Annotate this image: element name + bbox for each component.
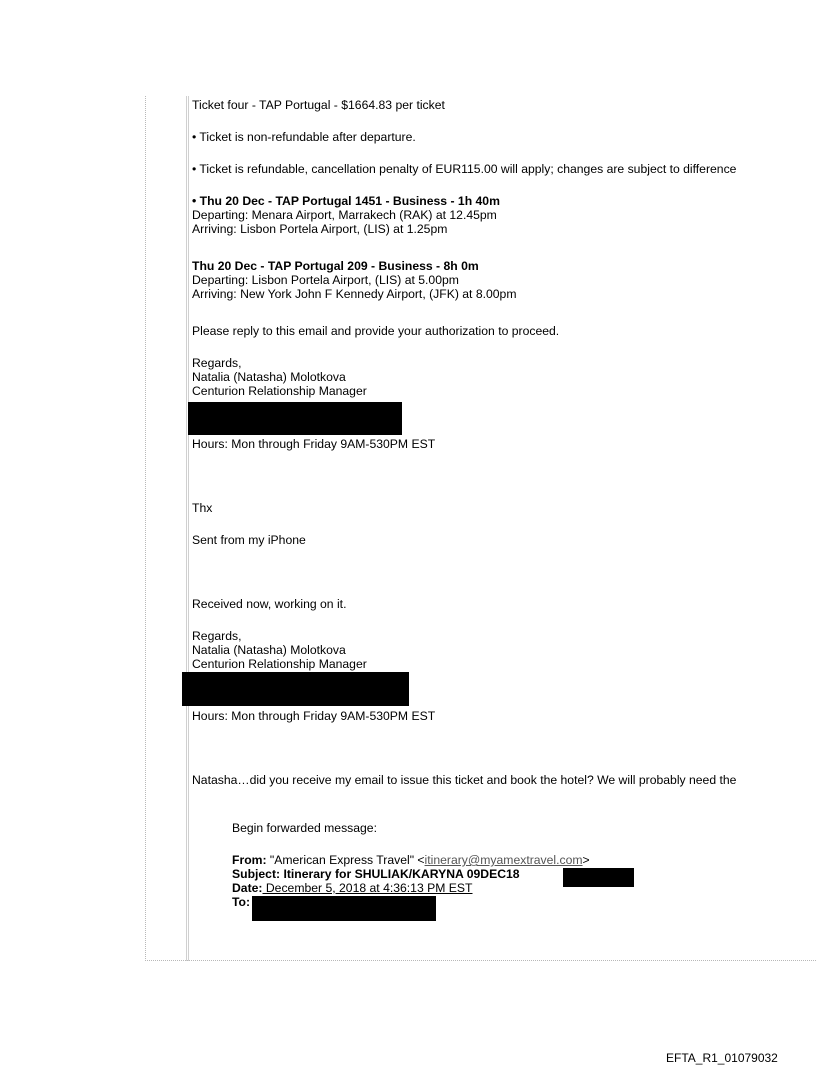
signature-regards: Regards, [192,356,242,370]
from-email-link[interactable]: itinerary@myamextravel.com [424,853,583,867]
redaction-box [252,896,436,921]
date-label: Date: [232,881,263,895]
signature-hours-1: Hours: Mon through Friday 9AM-530PM EST [192,437,436,451]
frame-bottom-border [145,960,816,961]
natasha-message: Natasha…did you receive my email to issue this ticket and book the hotel? We will probably need the [192,773,737,787]
reply-thx: Thx [192,501,213,515]
date-value: December 5, 2018 at 4:36:13 PM EST [262,881,473,895]
from-label: From: [232,853,267,867]
forwarded-intro: Begin forwarded message: [232,821,377,835]
quote-bar-outer [186,96,187,961]
frame-left-border [145,96,146,961]
flight-segment-2 [192,259,516,301]
flight-segment-1 [192,194,500,236]
from-close: > [582,853,590,867]
flight-departing: Departing: Lisbon Portela Airport, (LIS) at 5.00pm [192,273,459,287]
received-message: Received now, working on it. [192,597,347,611]
flight-arriving: Arriving: New York John F Kennedy Airport, (JFK) at 8.00pm [192,287,517,301]
signature-name: Natalia (Natasha) Molotkova [192,370,346,384]
ticket-rule-nonrefundable: • Ticket is non-refundable after departure. [192,130,416,144]
forwarded-from [232,853,590,867]
signature-role: Centurion Relationship Manager [192,657,367,671]
forwarded-subject: Subject: Itinerary for SHULIAK/KARYNA 09DEC18 [232,867,520,881]
sent-from-iphone: Sent from my iPhone [192,533,306,547]
redaction-box [182,672,409,706]
forwarded-date [232,881,473,895]
redaction-box [188,402,402,435]
redaction-box [563,868,634,887]
signature-hours-2: Hours: Mon through Friday 9AM-530PM EST [192,709,436,723]
signature-name: Natalia (Natasha) Molotkova [192,643,346,657]
quote-bar-inner [188,96,189,961]
flight-arriving: Arriving: Lisbon Portela Airport, (LIS) at 1.25pm [192,222,448,236]
signature-block-2 [192,629,367,671]
flight-title: • Thu 20 Dec - TAP Portugal 1451 - Business - 1h 40m [192,194,500,208]
ticket-rule-refundable: • Ticket is refundable, cancellation penalty of EUR115.00 will apply; changes are subject to difference [192,162,737,176]
from-name: "American Express Travel" < [266,853,425,867]
ticket-heading: Ticket four - TAP Portugal - $1664.83 per ticket [192,98,445,112]
flight-departing: Departing: Menara Airport, Marrakech (RAK) at 12.45pm [192,208,497,222]
signature-block-1 [192,356,367,398]
forwarded-to: To: [232,895,251,909]
signature-role: Centurion Relationship Manager [192,384,367,398]
flight-title: Thu 20 Dec - TAP Portugal 209 - Business - 8h 0m [192,259,479,273]
document-id: EFTA_R1_01079032 [666,1051,778,1065]
signature-regards: Regards, [192,629,242,643]
reply-request: Please reply to this email and provide your authorization to proceed. [192,324,560,338]
